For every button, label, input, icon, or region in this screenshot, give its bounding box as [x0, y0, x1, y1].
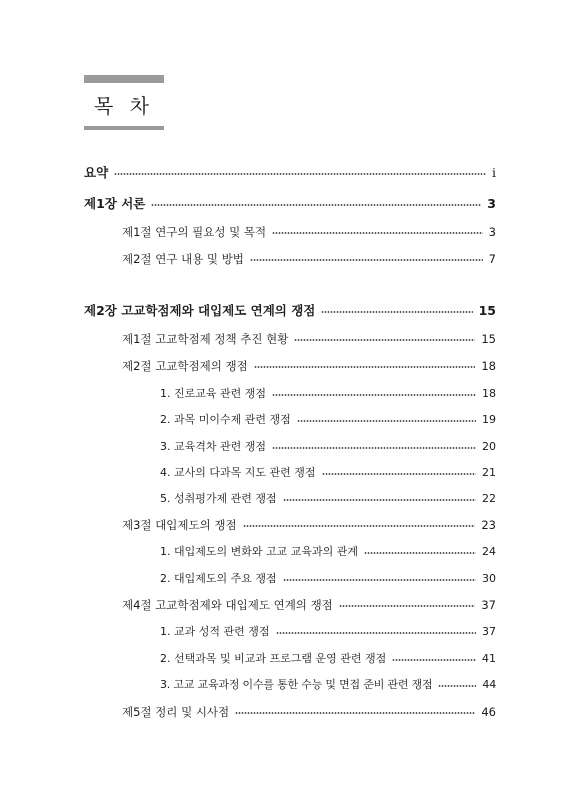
toc-entry-label: 제2절 연구 내용 및 방법 — [122, 252, 244, 266]
toc-entry-label: 3. 고교 교육과정 이수를 통한 수능 및 면접 준비 관련 쟁점 — [160, 678, 433, 691]
toc-entry-section[interactable] — [122, 517, 496, 533]
toc-entry-page: 37 — [482, 625, 496, 638]
toc-entry-section[interactable] — [122, 251, 496, 267]
toc-entry-subsection[interactable] — [160, 412, 496, 428]
toc-leader-dots — [283, 578, 476, 582]
title-bottom-bar — [84, 126, 164, 130]
toc-leader-dots — [339, 604, 476, 608]
toc-entry-subsection[interactable] — [160, 571, 496, 587]
toc-entry-label: 제4절 고교학점제와 대입제도 연계의 쟁점 — [122, 598, 333, 612]
toc-entry-label: 4. 교사의 다과목 지도 관련 쟁점 — [160, 466, 316, 479]
toc-entry-label: 2. 대입제도의 주요 쟁점 — [160, 572, 277, 585]
toc-entry-label: 5. 성취평가제 관련 쟁점 — [160, 492, 277, 505]
toc-entry-page: 37 — [481, 598, 496, 612]
toc-entry-page: 3 — [487, 196, 496, 211]
toc-entry-chapter-1[interactable] — [84, 196, 496, 212]
toc-leader-dots — [272, 393, 476, 397]
toc-leader-dots — [392, 658, 476, 662]
toc-leader-dots — [294, 338, 475, 342]
toc-entry-page: 46 — [481, 705, 496, 719]
toc-entry-label: 2. 과목 미이수제 관련 쟁점 — [160, 413, 291, 426]
toc-entry-label: 1. 대입제도의 변화와 고교 교육과의 관계 — [160, 545, 358, 558]
toc-leader-dots — [114, 172, 486, 176]
toc-entry-section[interactable] — [122, 331, 496, 347]
toc-entry-label: 제2장 고교학점제와 대입제도 연계의 쟁점 — [84, 303, 316, 318]
toc-entry-label: 제1절 연구의 필요성 및 목적 — [122, 225, 267, 239]
toc-entry-subsection[interactable] — [160, 386, 496, 402]
toc-entry-section[interactable] — [122, 224, 496, 240]
toc-entry-subsection[interactable] — [160, 624, 496, 640]
toc-entry-page: 23 — [481, 518, 496, 532]
toc-entry-page: 18 — [481, 359, 496, 373]
toc-entry-page: 24 — [482, 545, 496, 558]
toc-entry-subsection[interactable] — [160, 491, 496, 507]
toc-leader-dots — [151, 203, 481, 207]
toc-entry-subsection[interactable] — [160, 677, 496, 693]
toc-entry-label: 요약 — [84, 165, 109, 180]
toc-leader-dots — [254, 365, 476, 369]
toc-entry-page: 15 — [478, 303, 496, 318]
toc-entry-page: 15 — [481, 332, 496, 346]
toc-leader-dots — [272, 446, 476, 450]
toc-entry-summary[interactable] — [84, 165, 496, 181]
toc-leader-dots — [297, 419, 476, 423]
toc-entry-label: 1. 진로교육 관련 쟁점 — [160, 387, 266, 400]
toc-entry-page: 19 — [482, 413, 496, 426]
toc-entry-page: 44 — [482, 678, 496, 691]
toc-leader-dots — [250, 258, 483, 262]
toc-leader-dots — [364, 551, 476, 555]
toc-entry-page: 3 — [488, 225, 496, 239]
toc-entry-label: 제1장 서론 — [84, 196, 146, 211]
toc-entry-page: 18 — [482, 387, 496, 400]
toc-entry-label: 1. 교과 성적 관련 쟁점 — [160, 625, 270, 638]
toc-entry-section[interactable] — [122, 358, 496, 374]
toc-leader-dots — [243, 524, 476, 528]
toc-entry-subsection[interactable] — [160, 465, 496, 481]
toc-leader-dots — [272, 231, 483, 235]
page-title: 목 차 — [94, 94, 154, 118]
toc-leader-dots — [235, 711, 475, 715]
toc-entry-label: 2. 선택과목 및 비교과 프로그램 운영 관련 쟁점 — [160, 652, 387, 665]
toc-entry-section[interactable] — [122, 704, 496, 720]
toc-entry-subsection[interactable] — [160, 544, 496, 560]
toc-entry-label: 제1절 고교학점제 정책 추진 현황 — [122, 332, 289, 346]
toc-leader-dots — [322, 472, 477, 476]
toc-entry-page: 22 — [482, 492, 496, 505]
toc-entry-chapter-2[interactable] — [84, 303, 496, 319]
toc-leader-dots — [276, 631, 477, 635]
toc-entry-page: 7 — [488, 252, 496, 266]
toc-entry-page: i — [492, 165, 496, 180]
toc-entry-label: 3. 교육격차 관련 쟁점 — [160, 440, 266, 453]
toc-entry-subsection[interactable] — [160, 651, 496, 667]
toc-leader-dots — [438, 684, 476, 688]
toc-entry-page: 20 — [482, 440, 496, 453]
toc-leader-dots — [321, 310, 472, 314]
toc-title-block — [84, 75, 164, 130]
toc-entry-subsection[interactable] — [160, 439, 496, 455]
toc-entry-page: 21 — [482, 466, 496, 479]
toc-entry-page: 41 — [482, 652, 496, 665]
toc-entry-label: 제5절 정리 및 시사점 — [122, 705, 230, 719]
toc-leader-dots — [283, 498, 476, 502]
toc-entry-section[interactable] — [122, 597, 496, 613]
title-top-bar — [84, 75, 164, 83]
toc-entry-label: 제2절 고교학점제의 쟁점 — [122, 359, 248, 373]
toc-entry-page: 30 — [482, 572, 496, 585]
toc-entry-label: 제3절 대입제도의 쟁점 — [122, 518, 237, 532]
